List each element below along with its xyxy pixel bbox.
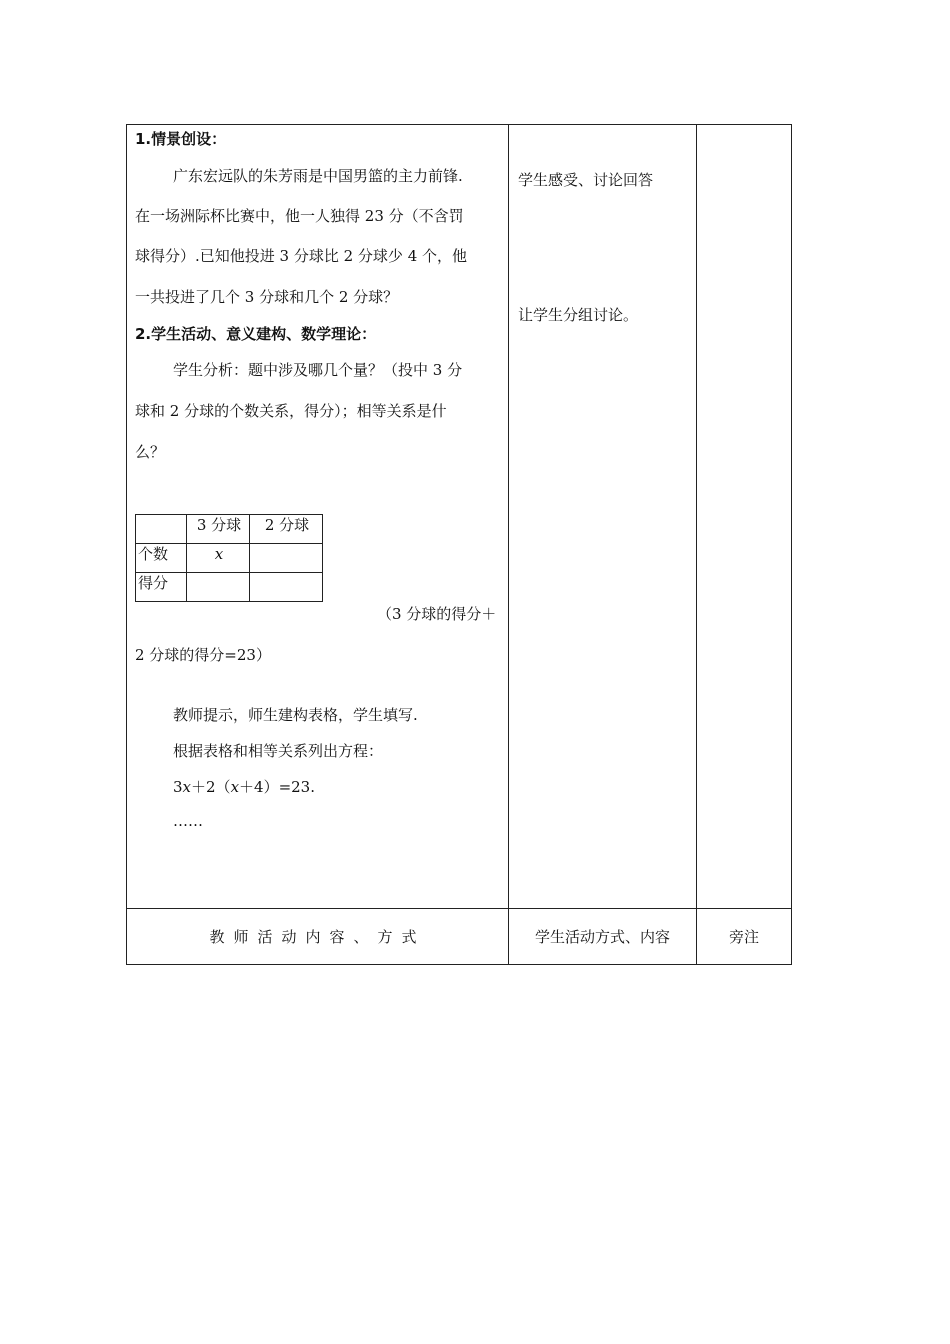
scoring-table-score-2pt <box>250 573 323 602</box>
equation-part2: ＋2（ <box>191 778 231 796</box>
section2-heading: 2.学生活动、意义建构、数学理论： <box>135 325 377 343</box>
scoring-table-header-empty <box>136 515 187 544</box>
footer-teacher-label: 教师活动内容、方式 <box>127 909 509 965</box>
equation-var2: x <box>230 778 240 796</box>
scoring-table-count-2pt <box>250 544 323 573</box>
paragraph2-line3: 么？ <box>135 443 166 461</box>
scoring-table-header-2pt: 2 分球 <box>250 515 323 544</box>
ellipsis: …… <box>173 812 203 830</box>
paragraph1-line1: 广东宏远队的朱芳雨是中国男篮的主力前锋. <box>173 167 463 185</box>
lesson-plan-table <box>126 124 792 965</box>
scoring-table-row-count-label: 个数 <box>136 544 187 573</box>
relation-line2: 2 分球的得分=23） <box>135 646 271 664</box>
equation-var1: x <box>182 778 192 796</box>
equation <box>173 777 315 797</box>
scoring-table-score-3pt <box>187 573 250 602</box>
scoring-table-row-score-label: 得分 <box>136 573 187 602</box>
student-activity-cell <box>509 125 697 909</box>
equation-part1: 3 <box>173 778 183 796</box>
teacher-activity-cell <box>127 125 509 909</box>
paragraph2-line1: 学生分析：题中涉及哪几个量？（投中 3 分 <box>173 361 463 379</box>
paragraph1-line4: 一共投进了几个 3 分球和几个 2 分球？ <box>135 288 399 306</box>
equation-intro: 根据表格和相等关系列出方程： <box>173 742 384 760</box>
paragraph1-line2: 在一场洲际杯比赛中，他一人独得 23 分（不含罚 <box>135 207 464 225</box>
footer-student-label: 学生活动方式、内容 <box>509 909 697 965</box>
student-note1: 学生感受、讨论回答 <box>518 171 654 189</box>
paragraph1-line3: 球得分）.已知他投进 3 分球比 2 分球少 4 个，他 <box>135 247 468 265</box>
scoring-table-header-3pt: 3 分球 <box>187 515 250 544</box>
relation-line1: （3 分球的得分＋ <box>377 605 497 623</box>
teacher-hint: 教师提示，师生建构表格，学生填写. <box>173 706 418 724</box>
remark-cell <box>697 125 792 909</box>
footer-remark-label: 旁注 <box>697 909 792 965</box>
section1-heading: 1.情景创设： <box>135 130 227 148</box>
student-note2: 让学生分组讨论。 <box>518 306 639 324</box>
equation-part3: ＋4）=23. <box>239 778 315 796</box>
scoring-table-count-3pt: x <box>187 544 250 573</box>
scoring-table <box>135 514 323 602</box>
paragraph2-line2: 球和 2 分球的个数关系，得分）；相等关系是什 <box>135 402 447 420</box>
